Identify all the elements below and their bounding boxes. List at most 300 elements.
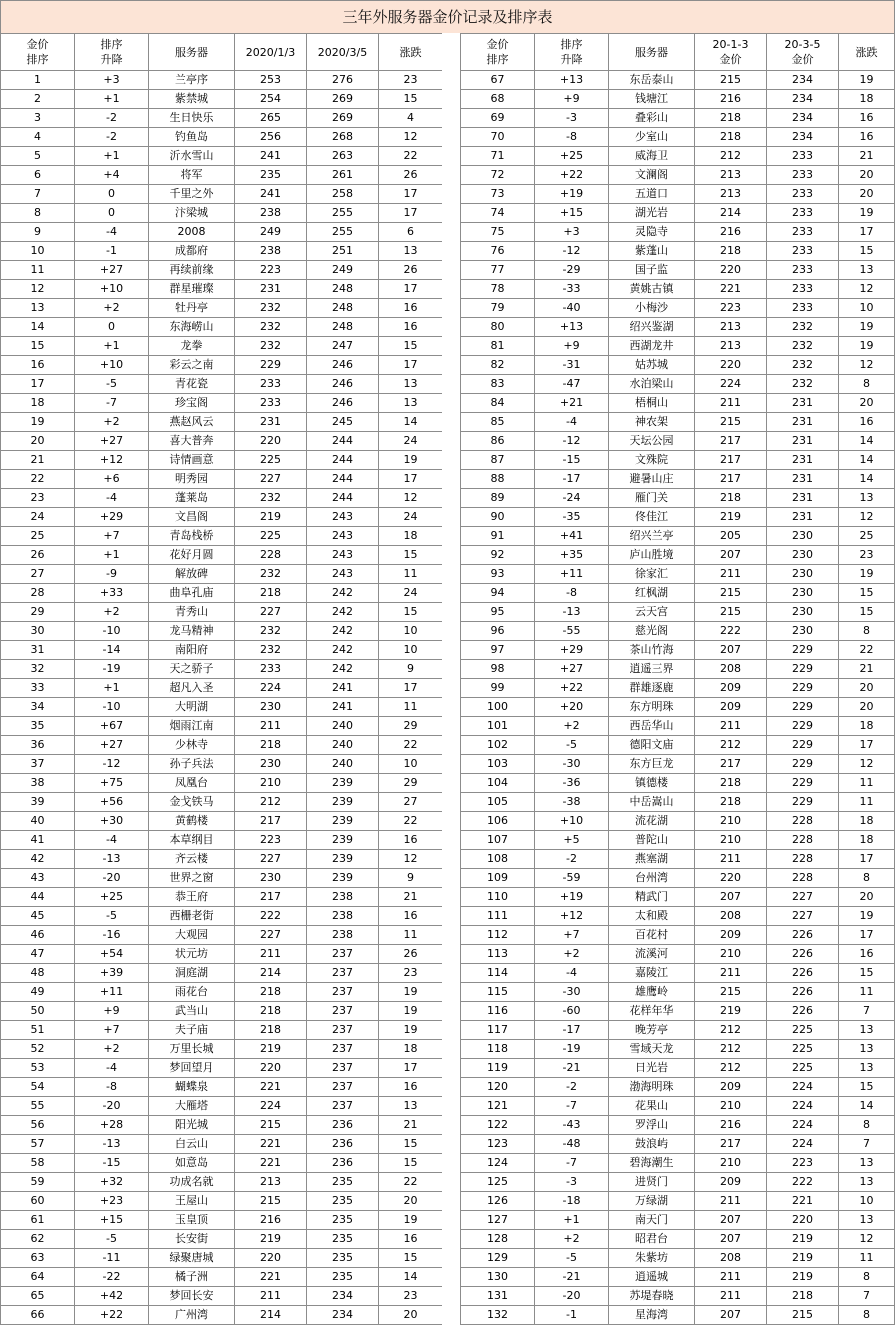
price-mar-cell: 226	[767, 926, 839, 945]
table-row	[1, 527, 443, 546]
rank-cell: 129	[461, 1249, 535, 1268]
price-jan-cell: 208	[695, 1249, 767, 1268]
table-row	[1, 660, 443, 679]
server-name-cell: 梧桐山	[609, 394, 695, 413]
change-cell: -12	[75, 755, 149, 774]
server-name-cell: 西湖龙井	[609, 337, 695, 356]
price-mar-cell: 231	[767, 508, 839, 527]
delta-cell: 13	[379, 242, 443, 261]
delta-cell: 19	[379, 1002, 443, 1021]
change-cell: +10	[75, 280, 149, 299]
delta-cell: 15	[379, 1154, 443, 1173]
server-name-cell: 钱塘江	[609, 90, 695, 109]
rank-cell: 28	[1, 584, 75, 603]
server-name-cell: 凤凰台	[149, 774, 235, 793]
delta-cell: 11	[839, 983, 895, 1002]
price-jan-cell: 215	[695, 603, 767, 622]
server-name-cell: 曲阜孔庙	[149, 584, 235, 603]
table-row	[461, 736, 895, 755]
delta-cell: 13	[839, 1154, 895, 1173]
table-row	[1, 1173, 443, 1192]
price-mar-cell: 231	[767, 432, 839, 451]
price-mar-cell: 228	[767, 869, 839, 888]
delta-cell: 8	[839, 1306, 895, 1325]
change-cell: -8	[75, 1078, 149, 1097]
table-row	[461, 413, 895, 432]
table-row	[1, 413, 443, 432]
price-jan-cell: 215	[235, 1116, 307, 1135]
server-name-cell: 文殊院	[609, 451, 695, 470]
server-name-cell: 紫蓬山	[609, 242, 695, 261]
price-jan-cell: 227	[235, 603, 307, 622]
change-cell: -13	[75, 850, 149, 869]
server-name-cell: 生日快乐	[149, 109, 235, 128]
delta-cell: 12	[839, 1230, 895, 1249]
change-cell: +56	[75, 793, 149, 812]
change-cell: -4	[75, 831, 149, 850]
change-cell: +1	[75, 679, 149, 698]
price-jan-cell: 249	[235, 223, 307, 242]
server-name-cell: 千里之外	[149, 185, 235, 204]
price-mar-cell: 229	[767, 793, 839, 812]
change-cell: +25	[75, 888, 149, 907]
change-cell: -21	[535, 1268, 609, 1287]
price-mar-cell: 238	[307, 907, 379, 926]
rank-cell: 95	[461, 603, 535, 622]
table-row	[1, 71, 443, 90]
server-name-cell: 夫子庙	[149, 1021, 235, 1040]
server-name-cell: 红枫湖	[609, 584, 695, 603]
price-jan-cell: 207	[695, 1306, 767, 1325]
price-jan-cell: 210	[695, 831, 767, 850]
server-name-cell: 大观园	[149, 926, 235, 945]
price-jan-cell: 218	[695, 128, 767, 147]
price-mar-cell: 231	[767, 451, 839, 470]
delta-cell: 12	[839, 755, 895, 774]
price-mar-cell: 235	[307, 1192, 379, 1211]
price-jan-cell: 253	[235, 71, 307, 90]
server-name-cell: 湖光岩	[609, 204, 695, 223]
server-name-cell: 东方巨龙	[609, 755, 695, 774]
price-jan-cell: 241	[235, 185, 307, 204]
rank-cell: 35	[1, 717, 75, 736]
rank-cell: 92	[461, 546, 535, 565]
delta-cell: 7	[839, 1002, 895, 1021]
rank-cell: 73	[461, 185, 535, 204]
change-cell: +13	[535, 71, 609, 90]
price-mar-cell: 239	[307, 869, 379, 888]
table-row	[1, 698, 443, 717]
price-jan-cell: 227	[235, 850, 307, 869]
server-name-cell: 小梅沙	[609, 299, 695, 318]
delta-cell: 15	[839, 1078, 895, 1097]
rank-cell: 121	[461, 1097, 535, 1116]
rank-cell: 114	[461, 964, 535, 983]
rank-cell: 97	[461, 641, 535, 660]
price-jan-cell: 211	[695, 1287, 767, 1306]
price-mar-cell: 233	[767, 242, 839, 261]
delta-cell: 8	[839, 1268, 895, 1287]
price-mar-cell: 268	[307, 128, 379, 147]
price-jan-cell: 220	[695, 869, 767, 888]
delta-cell: 20	[379, 1306, 443, 1325]
price-mar-cell: 242	[307, 622, 379, 641]
server-name-cell: 青岛栈桥	[149, 527, 235, 546]
rank-cell: 53	[1, 1059, 75, 1078]
rank-cell: 12	[1, 280, 75, 299]
rank-cell: 98	[461, 660, 535, 679]
table-row	[1, 1021, 443, 1040]
server-name-cell: 国子监	[609, 261, 695, 280]
delta-cell: 22	[379, 147, 443, 166]
server-name-cell: 神农架	[609, 413, 695, 432]
left-table	[0, 33, 443, 1325]
server-name-cell: 群星璀璨	[149, 280, 235, 299]
server-name-cell: 南天门	[609, 1211, 695, 1230]
table-row	[461, 850, 895, 869]
table-row	[1, 945, 443, 964]
delta-cell: 23	[379, 964, 443, 983]
rank-cell: 9	[1, 223, 75, 242]
rank-cell: 36	[1, 736, 75, 755]
change-cell: +19	[535, 888, 609, 907]
server-name-cell: 慈光阁	[609, 622, 695, 641]
price-mar-cell: 235	[307, 1211, 379, 1230]
server-name-cell: 群雄逐鹿	[609, 679, 695, 698]
server-name-cell: 超凡入圣	[149, 679, 235, 698]
price-mar-cell: 234	[767, 109, 839, 128]
price-jan-cell: 210	[235, 774, 307, 793]
table-row	[1, 109, 443, 128]
delta-cell: 17	[379, 356, 443, 375]
delta-cell: 23	[839, 546, 895, 565]
server-name-cell: 绍兴鉴湖	[609, 318, 695, 337]
table-row	[1, 1116, 443, 1135]
rank-cell: 84	[461, 394, 535, 413]
price-mar-cell: 239	[307, 831, 379, 850]
rank-cell: 34	[1, 698, 75, 717]
table-row	[461, 1211, 895, 1230]
change-cell: -12	[535, 432, 609, 451]
table-row	[1, 565, 443, 584]
change-cell: +19	[535, 185, 609, 204]
change-cell: +41	[535, 527, 609, 546]
rank-cell: 8	[1, 204, 75, 223]
price-mar-cell: 229	[767, 755, 839, 774]
delta-cell: 19	[839, 907, 895, 926]
table-row	[461, 1021, 895, 1040]
server-name-cell: 姑苏城	[609, 356, 695, 375]
change-cell: +22	[75, 1306, 149, 1325]
rank-cell: 19	[1, 413, 75, 432]
table-row	[461, 1040, 895, 1059]
price-mar-cell: 238	[307, 926, 379, 945]
change-cell: +33	[75, 584, 149, 603]
change-cell: -30	[535, 983, 609, 1002]
price-jan-cell: 221	[695, 280, 767, 299]
table-row	[1, 147, 443, 166]
price-mar-cell: 251	[307, 242, 379, 261]
price-mar-cell: 237	[307, 945, 379, 964]
table-row	[1, 584, 443, 603]
delta-cell: 19	[839, 71, 895, 90]
delta-cell: 26	[379, 945, 443, 964]
price-mar-cell: 247	[307, 337, 379, 356]
rank-cell: 27	[1, 565, 75, 584]
change-cell: +1	[75, 90, 149, 109]
table-row	[461, 983, 895, 1002]
price-jan-cell: 218	[695, 793, 767, 812]
delta-cell: 20	[839, 698, 895, 717]
server-name-cell: 玉皇顶	[149, 1211, 235, 1230]
delta-cell: 15	[379, 603, 443, 622]
price-mar-cell: 229	[767, 774, 839, 793]
server-name-cell: 蝴蝶泉	[149, 1078, 235, 1097]
price-mar-cell: 239	[307, 793, 379, 812]
table-row	[461, 71, 895, 90]
server-name-cell: 镇德楼	[609, 774, 695, 793]
delta-cell: 8	[839, 869, 895, 888]
price-jan-cell: 219	[695, 508, 767, 527]
change-cell: +2	[75, 299, 149, 318]
price-mar-cell: 237	[307, 1040, 379, 1059]
server-name-cell: 梦回望月	[149, 1059, 235, 1078]
delta-cell: 9	[379, 869, 443, 888]
price-jan-cell: 216	[235, 1211, 307, 1230]
rank-cell: 39	[1, 793, 75, 812]
delta-cell: 15	[379, 546, 443, 565]
column-header: 20-1-3 金价	[695, 34, 767, 71]
rank-cell: 132	[461, 1306, 535, 1325]
price-jan-cell: 211	[695, 850, 767, 869]
rank-cell: 115	[461, 983, 535, 1002]
price-jan-cell: 223	[695, 299, 767, 318]
price-jan-cell: 210	[695, 945, 767, 964]
change-cell: -43	[535, 1116, 609, 1135]
server-name-cell: 流花湖	[609, 812, 695, 831]
server-name-cell: 雁门关	[609, 489, 695, 508]
price-jan-cell: 218	[235, 983, 307, 1002]
table-row	[1, 128, 443, 147]
delta-cell: 7	[839, 1135, 895, 1154]
server-name-cell: 燕塞湖	[609, 850, 695, 869]
rank-cell: 24	[1, 508, 75, 527]
change-cell: +13	[535, 318, 609, 337]
table-row	[461, 1173, 895, 1192]
price-mar-cell: 219	[767, 1230, 839, 1249]
price-jan-cell: 254	[235, 90, 307, 109]
price-mar-cell: 237	[307, 1002, 379, 1021]
change-cell: +22	[535, 166, 609, 185]
price-mar-cell: 233	[767, 280, 839, 299]
price-mar-cell: 218	[767, 1287, 839, 1306]
table-row	[461, 109, 895, 128]
rank-cell: 86	[461, 432, 535, 451]
server-name-cell: 燕赵风云	[149, 413, 235, 432]
price-mar-cell: 255	[307, 223, 379, 242]
server-name-cell: 南阳府	[149, 641, 235, 660]
delta-cell: 13	[839, 489, 895, 508]
server-name-cell: 金戈铁马	[149, 793, 235, 812]
price-mar-cell: 241	[307, 698, 379, 717]
price-jan-cell: 205	[695, 527, 767, 546]
table-row	[1, 869, 443, 888]
price-jan-cell: 209	[695, 926, 767, 945]
change-cell: -3	[535, 1173, 609, 1192]
delta-cell: 17	[839, 850, 895, 869]
price-jan-cell: 217	[695, 451, 767, 470]
rank-cell: 3	[1, 109, 75, 128]
price-jan-cell: 209	[695, 698, 767, 717]
price-mar-cell: 215	[767, 1306, 839, 1325]
price-jan-cell: 221	[235, 1154, 307, 1173]
change-cell: +39	[75, 964, 149, 983]
price-jan-cell: 221	[235, 1268, 307, 1287]
rank-cell: 87	[461, 451, 535, 470]
table-row	[461, 299, 895, 318]
server-name-cell: 花样年华	[609, 1002, 695, 1021]
table-row	[461, 755, 895, 774]
price-jan-cell: 212	[695, 1040, 767, 1059]
server-name-cell: 天之骄子	[149, 660, 235, 679]
table-row	[1, 90, 443, 109]
table-row	[461, 1306, 895, 1325]
change-cell: -38	[535, 793, 609, 812]
server-name-cell: 云天宫	[609, 603, 695, 622]
server-name-cell: 花果山	[609, 1097, 695, 1116]
server-name-cell: 五道口	[609, 185, 695, 204]
server-name-cell: 朱紫坊	[609, 1249, 695, 1268]
delta-cell: 15	[839, 964, 895, 983]
rank-cell: 110	[461, 888, 535, 907]
change-cell: -17	[535, 470, 609, 489]
rank-cell: 111	[461, 907, 535, 926]
delta-cell: 13	[839, 1021, 895, 1040]
rank-cell: 96	[461, 622, 535, 641]
table-row	[1, 1287, 443, 1306]
price-mar-cell: 269	[307, 109, 379, 128]
rank-cell: 125	[461, 1173, 535, 1192]
price-mar-cell: 234	[767, 90, 839, 109]
table-row	[1, 242, 443, 261]
delta-cell: 14	[839, 451, 895, 470]
price-jan-cell: 230	[235, 755, 307, 774]
price-jan-cell: 215	[695, 584, 767, 603]
server-name-cell: 台州湾	[609, 869, 695, 888]
rank-cell: 4	[1, 128, 75, 147]
rank-cell: 51	[1, 1021, 75, 1040]
rank-cell: 72	[461, 166, 535, 185]
rank-cell: 61	[1, 1211, 75, 1230]
delta-cell: 27	[379, 793, 443, 812]
price-mar-cell: 258	[307, 185, 379, 204]
price-jan-cell: 213	[235, 1173, 307, 1192]
rank-cell: 119	[461, 1059, 535, 1078]
rank-cell: 10	[1, 242, 75, 261]
change-cell: -12	[535, 242, 609, 261]
rank-cell: 123	[461, 1135, 535, 1154]
rank-cell: 45	[1, 907, 75, 926]
server-name-cell: 本草纲目	[149, 831, 235, 850]
delta-cell: 16	[379, 1078, 443, 1097]
table-row	[1, 888, 443, 907]
delta-cell: 10	[379, 641, 443, 660]
price-jan-cell: 217	[695, 432, 767, 451]
change-cell: -35	[535, 508, 609, 527]
price-mar-cell: 240	[307, 717, 379, 736]
price-jan-cell: 211	[695, 394, 767, 413]
change-cell: -5	[535, 736, 609, 755]
change-cell: +75	[75, 774, 149, 793]
price-mar-cell: 230	[767, 546, 839, 565]
table-row	[1, 489, 443, 508]
server-name-cell: 东岳泰山	[609, 71, 695, 90]
price-mar-cell: 236	[307, 1116, 379, 1135]
table-row	[1, 470, 443, 489]
table-row	[461, 622, 895, 641]
server-name-cell: 世界之窗	[149, 869, 235, 888]
table-row	[1, 508, 443, 527]
rank-cell: 55	[1, 1097, 75, 1116]
table-row	[1, 223, 443, 242]
delta-cell: 19	[379, 451, 443, 470]
rank-cell: 131	[461, 1287, 535, 1306]
rank-cell: 25	[1, 527, 75, 546]
delta-cell: 19	[839, 204, 895, 223]
change-cell: -59	[535, 869, 609, 888]
change-cell: -2	[75, 109, 149, 128]
price-mar-cell: 224	[767, 1097, 839, 1116]
change-cell: -13	[535, 603, 609, 622]
server-name-cell: 万里长城	[149, 1040, 235, 1059]
change-cell: +10	[75, 356, 149, 375]
delta-cell: 11	[839, 774, 895, 793]
price-mar-cell: 223	[767, 1154, 839, 1173]
table-row	[1, 1211, 443, 1230]
price-jan-cell: 228	[235, 546, 307, 565]
price-jan-cell: 216	[695, 223, 767, 242]
change-cell: +15	[75, 1211, 149, 1230]
server-name-cell: 茶山竹海	[609, 641, 695, 660]
price-jan-cell: 218	[695, 774, 767, 793]
server-name-cell: 如意岛	[149, 1154, 235, 1173]
rank-cell: 70	[461, 128, 535, 147]
delta-cell: 18	[839, 717, 895, 736]
price-mar-cell: 249	[307, 261, 379, 280]
change-cell: +11	[535, 565, 609, 584]
price-mar-cell: 234	[307, 1306, 379, 1325]
delta-cell: 15	[379, 1135, 443, 1154]
table-row	[461, 375, 895, 394]
price-jan-cell: 231	[235, 413, 307, 432]
server-name-cell: 逍遥城	[609, 1268, 695, 1287]
change-cell: +21	[535, 394, 609, 413]
price-mar-cell: 235	[307, 1230, 379, 1249]
price-mar-cell: 235	[307, 1173, 379, 1192]
table-row	[461, 261, 895, 280]
delta-cell: 8	[839, 1116, 895, 1135]
server-name-cell: 橘子洲	[149, 1268, 235, 1287]
price-jan-cell: 219	[235, 1230, 307, 1249]
server-name-cell: 太和殿	[609, 907, 695, 926]
change-cell: -2	[535, 1078, 609, 1097]
table-row	[461, 1059, 895, 1078]
delta-cell: 21	[839, 147, 895, 166]
rank-cell: 108	[461, 850, 535, 869]
server-name-cell: 雄鹰岭	[609, 983, 695, 1002]
price-jan-cell: 209	[695, 1078, 767, 1097]
rank-cell: 77	[461, 261, 535, 280]
